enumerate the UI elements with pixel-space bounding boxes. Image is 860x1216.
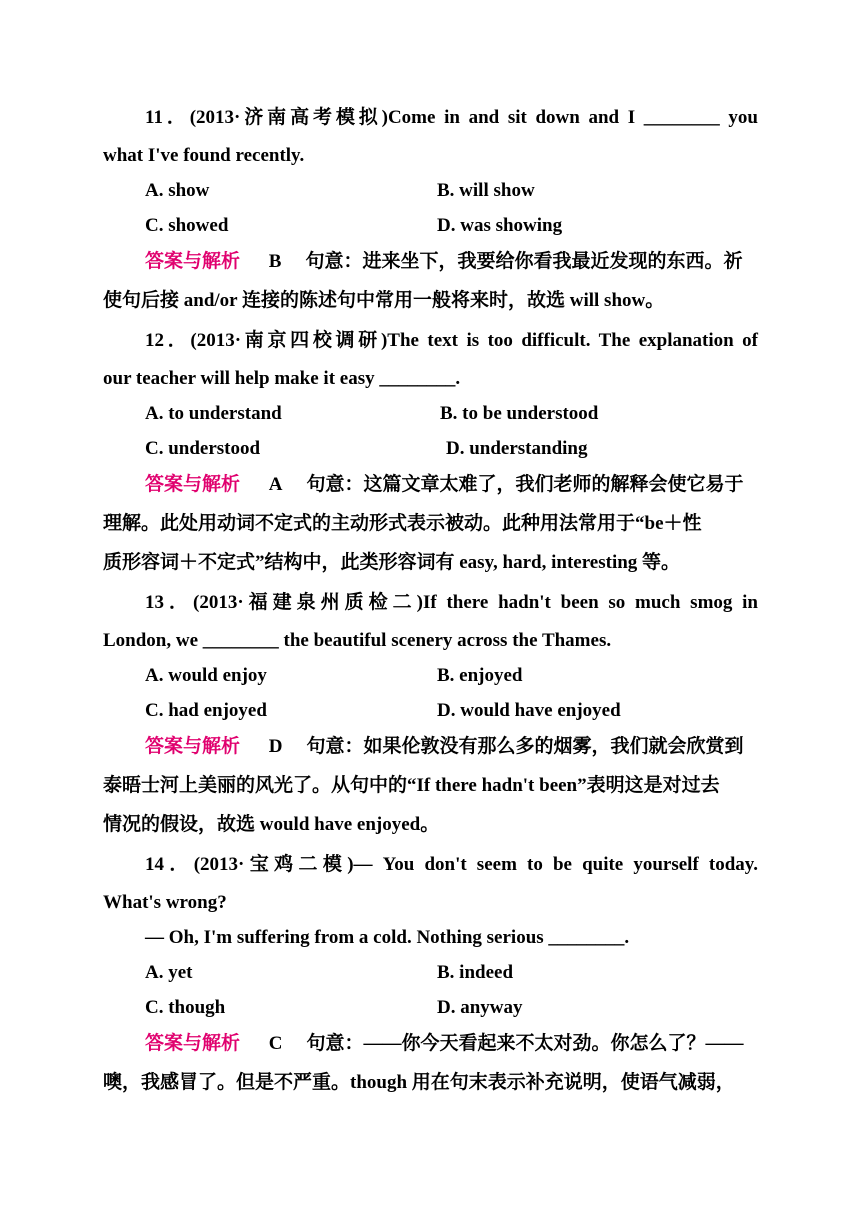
answer-12-line-1	[145, 475, 744, 494]
question-12-option-c: C. understood	[145, 438, 261, 459]
explanation-text: 句意：进来坐下，我要给你看我最近发现的东西。祈	[305, 251, 743, 272]
question-12-option-d: D. understanding	[446, 438, 588, 459]
explanation-text: 句意：如果伦敦没有那么多的烟雾，我们就会欣赏到	[306, 736, 744, 757]
explanation-text: 句意：——你今天看起来不太对劲。你怎么了？——	[306, 1033, 744, 1054]
question-13-option-b: B. enjoyed	[437, 665, 523, 686]
question-14-line-3: — Oh, I'm suffering from a cold. Nothing serious ________.	[145, 927, 630, 948]
question-14-option-d: D. anyway	[437, 997, 523, 1018]
question-11-line-2: what I've found recently.	[103, 145, 305, 166]
answer-label: 答案与解析	[145, 736, 241, 757]
question-14-option-b: B. indeed	[437, 962, 514, 983]
question-11-option-b: B. will show	[437, 180, 535, 201]
answer-12-line-3: 质形容词＋不定式”结构中，此类形容词有 easy, hard, interesting 等。	[103, 552, 681, 573]
answer-11-line-1	[145, 252, 742, 271]
question-11-option-c: C. showed	[145, 215, 229, 236]
answer-11-line-2: 使句后接 and/or 连接的陈述句中常用一般将来时，故选 will show。	[103, 290, 665, 311]
question-13-option-a: A. would enjoy	[145, 665, 267, 686]
question-14-option-c: C. though	[145, 997, 226, 1018]
answer-14-line-2: 噢，我感冒了。但是不严重。though 用在句末表示补充说明，使语气减弱，	[103, 1072, 735, 1093]
answer-label: 答案与解析	[145, 251, 241, 272]
question-13-option-d: D. would have enjoyed	[437, 700, 621, 721]
question-14-line-2: What's wrong?	[103, 892, 227, 913]
question-12-line-1: 12．(2013·南京四校调研)The text is too difficult. The explanation of	[145, 330, 758, 351]
question-13-line-1: 13．(2013·福建泉州质检二)If there hadn't been so much smog in	[145, 592, 758, 613]
answer-letter: D	[268, 736, 283, 757]
question-11-option-a: A. show	[145, 180, 210, 201]
answer-14-line-1	[145, 1034, 744, 1053]
question-12-option-a: A. to understand	[145, 403, 282, 424]
question-11-option-d: D. was showing	[437, 215, 563, 236]
question-13-option-c: C. had enjoyed	[145, 700, 267, 721]
question-12-option-b: B. to be understood	[440, 403, 599, 424]
answer-letter: A	[268, 474, 283, 495]
answer-letter: B	[268, 251, 282, 272]
question-13-line-2: London, we ________ the beautiful scenery across the Thames.	[103, 630, 612, 651]
answer-label: 答案与解析	[145, 474, 241, 495]
answer-letter: C	[268, 1033, 283, 1054]
answer-label: 答案与解析	[145, 1033, 241, 1054]
question-11-line-1: 11．(2013·济南高考模拟)Come in and sit down and I ________ you	[145, 107, 758, 128]
question-14-line-1: 14．(2013·宝鸡二模)— You don't seem to be quite yourself today.	[145, 854, 758, 875]
explanation-text: 句意：这篇文章太难了，我们老师的解释会使它易于	[306, 474, 744, 495]
question-12-line-2: our teacher will help make it easy ________.	[103, 368, 461, 389]
question-14-option-a: A. yet	[145, 962, 193, 983]
answer-13-line-2: 泰晤士河上美丽的风光了。从句中的“If there hadn't been”表明这是对过去	[103, 775, 720, 796]
answer-13-line-1	[145, 737, 744, 756]
answer-12-line-2: 理解。此处用动词不定式的主动形式表示被动。此种用法常用于“be＋性	[103, 513, 702, 534]
answer-13-line-3: 情况的假设，故选 would have enjoyed。	[103, 814, 440, 835]
